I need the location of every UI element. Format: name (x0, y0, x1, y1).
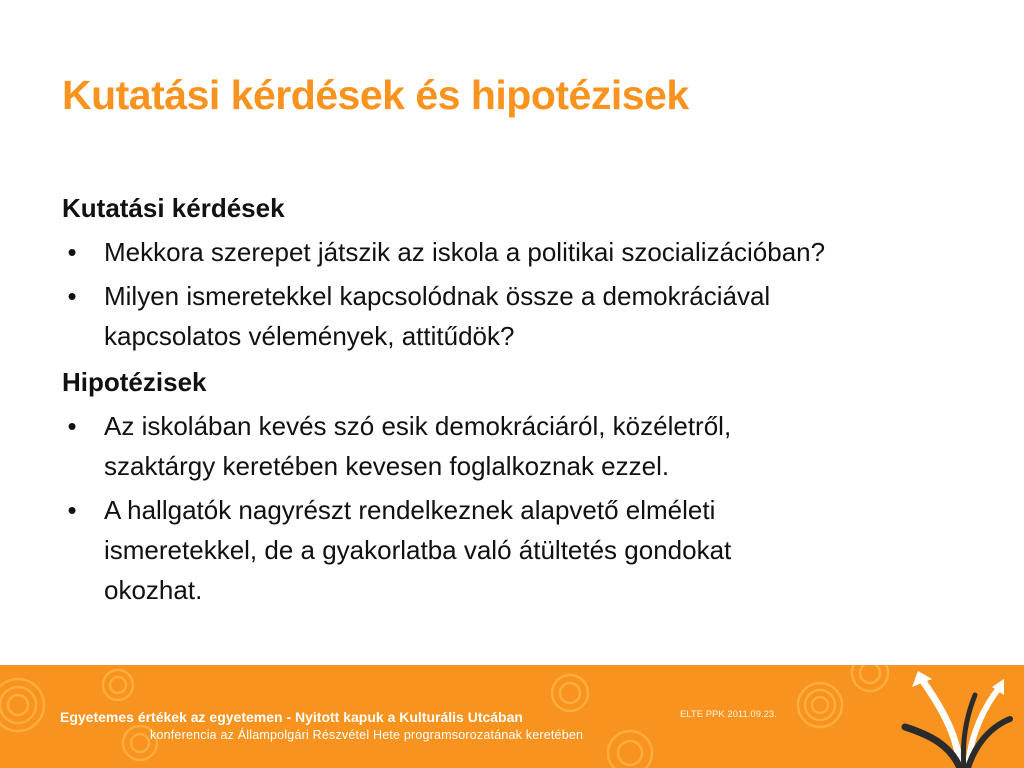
footer-date: ELTE PPK 2011.09.23. (680, 709, 777, 720)
bullet-text-line: Az iskolában kevés szó esik demokráciáról, közéletről, (104, 411, 732, 441)
bullet-dot: • (67, 495, 77, 525)
slide-title: Kutatási kérdések és hipotézisek (62, 72, 689, 118)
bullet-dot: • (67, 281, 77, 311)
bullet-text-line: okozhat. (104, 575, 203, 605)
bullet-text: Mekkora szerepet játszik az iskola a politikai szocializációban? (104, 237, 826, 267)
footer-conference-title: Egyetemes értékek az egyetemen - Nyitott kapuk a Kulturális Utcában (60, 709, 523, 725)
list-item (62, 406, 982, 486)
bullet-text-line: ismeretekkel, de a gyakorlatba való átültetés gondokat (104, 535, 732, 565)
bullet-text-line: Milyen ismeretekkel kapcsolódnak össze a demokráciával (104, 281, 771, 311)
bullet-text-line: kapcsolatos vélemények, attitűdök? (104, 321, 515, 351)
footer-conference-subtitle: konferencia az Állampolgári Részvétel Hete programsorozatának keretében (150, 728, 584, 742)
bullet-dot: • (67, 411, 77, 441)
footer-band (0, 665, 1024, 768)
bullet-dot: • (67, 237, 77, 267)
list-item (62, 276, 982, 356)
list-item (62, 490, 982, 610)
slide-content (62, 188, 982, 616)
section-heading-questions: Kutatási kérdések (62, 193, 285, 223)
logo-arrows-icon (905, 671, 1010, 768)
bullet-list-hypotheses (62, 406, 982, 610)
bullet-text-line: A hallgatók nagyrészt rendelkeznek alapvető elméleti (104, 495, 716, 525)
list-item (62, 232, 982, 272)
bullet-text-line: szaktárgy keretében kevesen foglalkoznak ezzel. (104, 451, 670, 481)
bullet-list-questions (62, 232, 982, 356)
section-heading-hypotheses: Hipotézisek (62, 367, 207, 397)
